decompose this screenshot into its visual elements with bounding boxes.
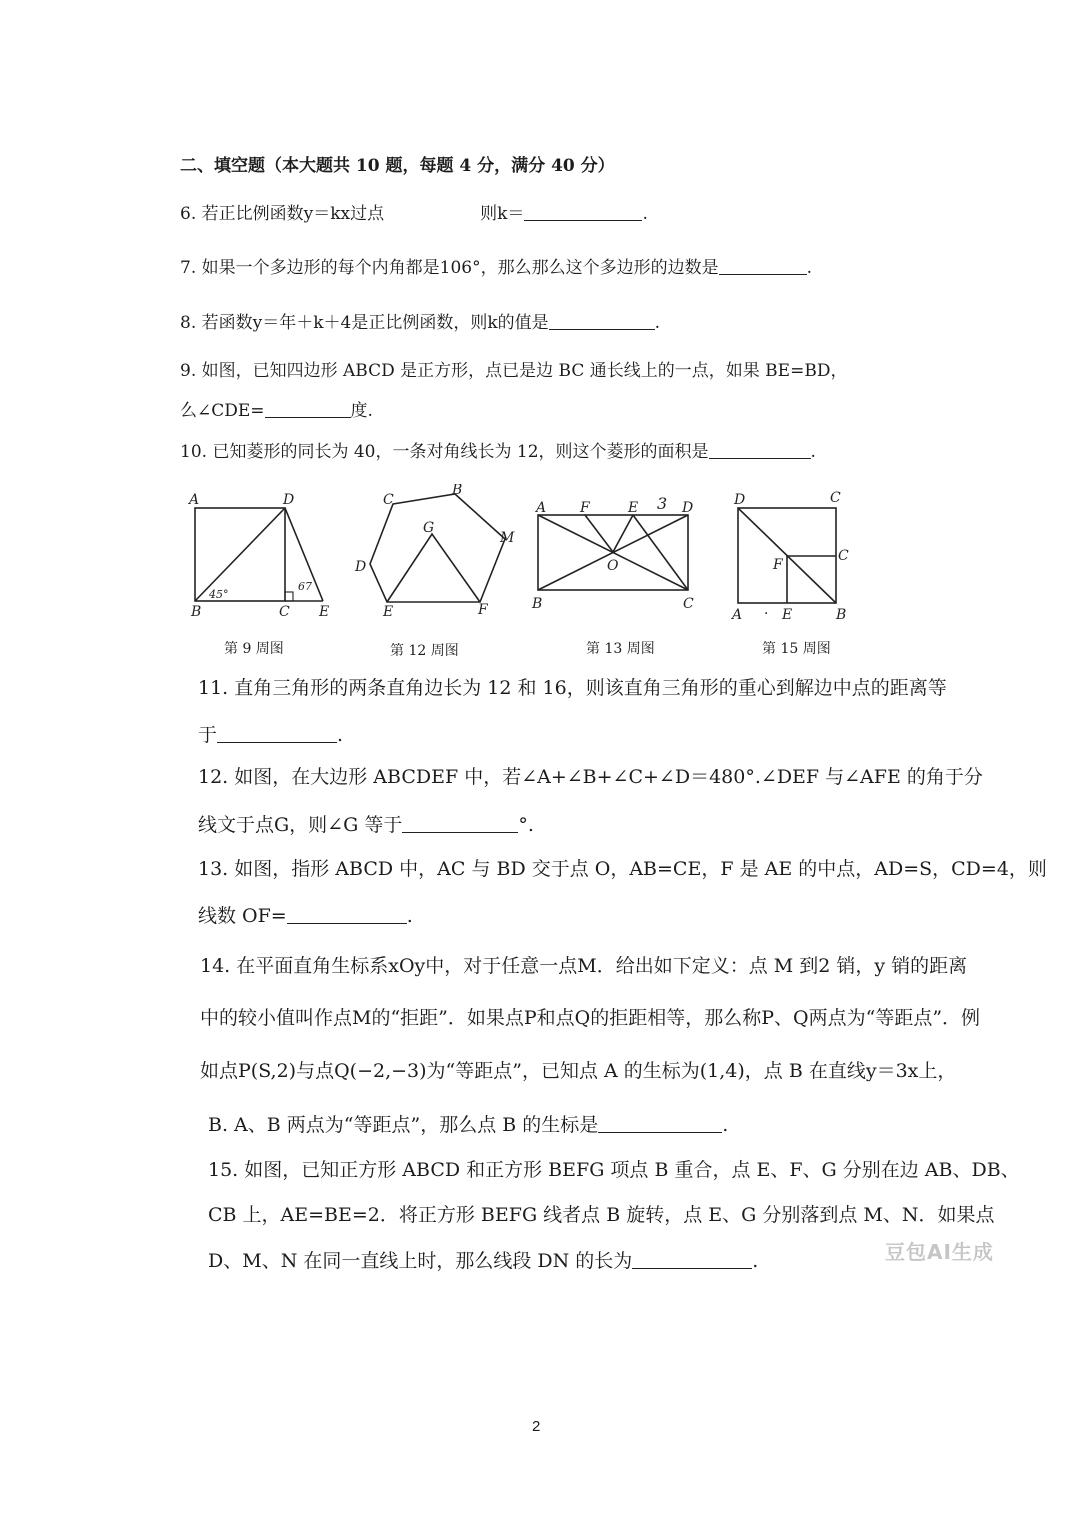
q12-text: 线文于点G，则∠G 等于: [198, 814, 403, 836]
q10-answer-blank[interactable]: [709, 442, 811, 459]
q14-answer-blank[interactable]: [598, 1116, 722, 1133]
fig9-angle-label-2: 67: [298, 580, 312, 593]
question-14-line2: 中的较小值叫作点M的“拒距”．如果点P和点Q的拒距相等，那么称P、Q两点为“等距点”．例: [200, 1007, 981, 1029]
ai-watermark: 豆包AI生成: [885, 1240, 994, 1264]
q11-end: .: [337, 724, 344, 746]
fig13-label-e: E: [628, 500, 639, 516]
fig9-angle-label-1: 45°: [209, 588, 229, 601]
fig15-label-c: C: [830, 490, 841, 506]
section-heading: 二、填空题（本大题共 10 题，每题 4 分，满分 40 分）: [180, 156, 615, 176]
q9-end: 度.: [350, 401, 373, 421]
question-15-line2: CB 上，AE=BE=2．将正方形 BEFG 线者点 B 旋转，点 E、G 分别落到点 M、N．如果点: [208, 1204, 995, 1226]
fig15-label-f: F: [773, 557, 783, 573]
q7-text: 7. 如果一个多边形的每个内角都是106°，那么那么这个多边形的边数是: [180, 258, 719, 278]
q13-end: .: [406, 905, 413, 927]
q7-answer-blank[interactable]: [719, 258, 807, 275]
q10-end: .: [810, 442, 816, 462]
fig12-label-c: C: [383, 492, 394, 508]
fig9-label-e: E: [319, 604, 330, 620]
page-number: 2: [532, 1418, 541, 1435]
question-8: [180, 312, 660, 334]
fig12-bisectors-meeting-g: [387, 534, 480, 602]
q6-answer-blank[interactable]: [524, 204, 642, 221]
question-11-line1: 11. 直角三角形的两条直角边长为 12 和 16，则该直角三角形的重心到解边中点的距离等: [198, 677, 947, 699]
figure-15: [728, 488, 868, 623]
q14-text: B. A、B 两点为“等距点”，那么点 B 的生标是: [208, 1114, 599, 1136]
fig9-label-c: C: [279, 604, 290, 620]
fig9-caption: 第 9 周图: [224, 641, 284, 657]
fig13-label-o: O: [607, 558, 619, 574]
q15-answer-blank[interactable]: [632, 1252, 752, 1269]
q14-end: .: [722, 1114, 729, 1136]
fig13-caption: 第 13 周图: [586, 641, 655, 657]
q13-answer-blank[interactable]: [287, 907, 407, 924]
question-9-line2: [180, 400, 373, 422]
fig15-caption: 第 15 周图: [762, 641, 831, 657]
fig9-label-b: B: [191, 604, 202, 620]
fig13-label-d: D: [682, 500, 694, 516]
fig13-label-c: C: [683, 596, 694, 612]
fig15-label-d: D: [734, 492, 746, 508]
question-13-line2: [198, 904, 413, 928]
fig9-right-angle-mark: [285, 592, 293, 601]
fig13-label-number: 3: [657, 494, 668, 513]
fig15-label-b: B: [836, 607, 847, 623]
fig13-label-b: B: [532, 596, 543, 612]
question-15-line3: [208, 1249, 758, 1273]
q8-answer-blank[interactable]: [549, 313, 655, 330]
q7-end: .: [806, 258, 812, 278]
question-12-line1: 12. 如图，在大边形 ABCDEF 中，若∠A+∠B+∠C+∠D＝480°.∠DEF 与∠AFE 的角于分: [198, 766, 983, 788]
q10-text: 10. 已知菱形的同长为 40，一条对角线长为 12，则这个菱形的面积是: [180, 442, 709, 462]
q9-answer-blank[interactable]: [265, 401, 351, 418]
fig12-caption: 第 12 周图: [390, 643, 459, 659]
q6-tail: 则k＝: [480, 204, 525, 224]
fig12-label-f: F: [478, 602, 488, 618]
question-11-line2: [198, 723, 343, 747]
fig15-label-g: C: [838, 548, 849, 564]
question-6: [180, 203, 648, 225]
question-12-line2: [198, 813, 534, 837]
fig13-segment-eo: [613, 515, 633, 552]
q11-text: 于: [198, 724, 218, 746]
fig12-label-m: M: [500, 530, 515, 546]
fig13-segment-ce: [633, 515, 688, 590]
fig9-label-d: D: [283, 492, 295, 508]
q11-answer-blank[interactable]: [217, 726, 337, 743]
figure-9: [185, 488, 345, 623]
question-7: [180, 257, 812, 279]
fig15-label-e: E: [782, 607, 793, 623]
figure-13: [528, 490, 708, 620]
fig13-label-a: A: [536, 500, 547, 516]
q9-text: 么∠CDE=: [180, 401, 265, 421]
question-13-line1: 13. 如图，指形 ABCD 中，AC 与 BD 交于点 O，AB=CE，F 是 AE 的中点，AD=S，CD=4，则: [198, 858, 1047, 880]
q12-answer-blank[interactable]: [402, 816, 518, 833]
q8-end: .: [654, 313, 661, 333]
fig12-label-b: B: [452, 484, 463, 498]
q15-text: D、M、N 在同一直线上时，那么线段 DN 的长为: [208, 1250, 633, 1272]
question-9-line1: 9. 如图，已知四边形 ABCD 是正方形，点已是边 BC 通长线上的一点，如果 BE=BD，: [180, 361, 848, 381]
q8-text: 8. 若函数y＝年＋k＋4是正比例函数，则k的值是: [180, 313, 549, 333]
q13-text: 线数 OF=: [198, 905, 287, 927]
q12-end: °.: [518, 814, 534, 836]
q15-end: .: [752, 1250, 759, 1272]
q6-end: .: [642, 204, 648, 224]
figure-12: [350, 484, 520, 624]
fig15-label-a: A: [732, 607, 743, 623]
question-10: [180, 441, 816, 463]
question-14-line4: [208, 1113, 728, 1137]
fig12-label-g: G: [423, 520, 435, 536]
fig13-label-f: F: [580, 500, 590, 516]
fig9-label-a: A: [189, 492, 200, 508]
question-14-line1: 14. 在平面直角生标系xOy中，对于任意一点M．给出如下定义：点 M 到2 销，y 销的距离: [200, 955, 968, 977]
question-15-line1: 15. 如图，已知正方形 ABCD 和正方形 BEFG 项点 B 重合，点 E、F、G 分别在边 AB、DB、: [208, 1159, 1020, 1181]
fig13-segment-fo: [585, 515, 613, 552]
fig15-label-dot: ·: [764, 606, 769, 622]
fig12-hexagon: [370, 494, 505, 602]
fig12-label-e: E: [383, 604, 394, 620]
fig12-label-d: D: [355, 559, 367, 575]
question-14-line3: 如点P(S,2)与点Q(−2,−3)为“等距点”，已知点 A 的生标为(1,4)，点 B 在直线y＝3x上，: [200, 1060, 957, 1082]
q6-text: 6. 若正比例函数y＝kx过点: [180, 204, 385, 224]
